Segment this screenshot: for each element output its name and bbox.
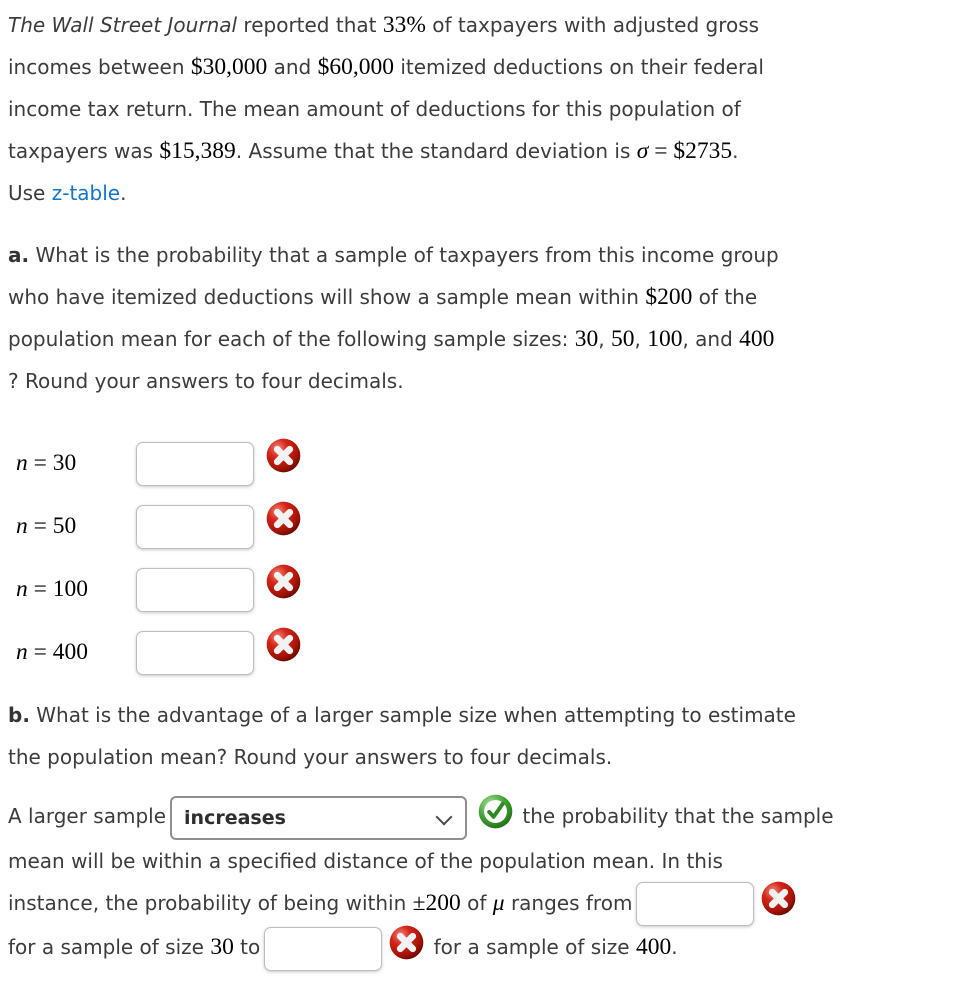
text-run: incomes between — [8, 55, 191, 79]
text-line — [16, 638, 136, 665]
prob-range-upper-input[interactable] — [264, 927, 382, 971]
text-run: instance, the probability of being within — [8, 890, 413, 915]
text-line — [8, 46, 952, 88]
incorrect-icon — [266, 438, 301, 473]
text-line — [8, 882, 952, 927]
text-run: and — [267, 55, 318, 79]
text-run: $15,389 — [159, 138, 236, 164]
text-run: the population mean? Round your answers to four decimals. — [8, 745, 613, 769]
incorrect-icon — [266, 627, 301, 662]
text-line — [16, 449, 136, 476]
text-run: of taxpayers with adjusted gross — [425, 13, 760, 37]
text-run: to — [233, 935, 261, 959]
text-run: Use — [8, 181, 52, 205]
problem-statement — [8, 4, 952, 214]
text-run: . — [732, 139, 739, 163]
prob-input-n30[interactable] — [136, 442, 254, 486]
text-run: the probability that the sample — [516, 804, 834, 828]
text-run: 30 — [574, 326, 599, 352]
text-run: for a sample of size — [8, 935, 211, 959]
text-run: = 30 — [27, 449, 77, 476]
text-run: itemized deductions on their federal — [393, 55, 764, 79]
text-run: = 400 — [27, 638, 89, 665]
text-run: , — [598, 327, 611, 351]
text-run: 33% — [382, 12, 426, 38]
text-line — [8, 234, 952, 276]
text-run: , and — [682, 327, 740, 351]
text-run: 400 — [739, 326, 775, 352]
row-label-n100 — [16, 575, 136, 602]
text-run: $30,000 — [190, 54, 268, 80]
z-table-link[interactable]: z-table — [51, 181, 121, 205]
text-line — [8, 88, 952, 130]
text-run: b. — [8, 703, 30, 727]
text-run: The Wall Street Journal — [8, 13, 238, 37]
text-run: = 50 — [27, 512, 77, 539]
text-run: , — [634, 327, 648, 351]
part-b-answer — [8, 795, 952, 971]
prob-input-n400[interactable] — [136, 631, 254, 675]
prob-input-n50[interactable] — [136, 505, 254, 549]
text-run: of — [460, 890, 493, 915]
text-run: ranges from — [504, 890, 633, 915]
text-run: = 100 — [27, 575, 89, 602]
text-run: ±200 — [412, 889, 461, 916]
answer-row-n100 — [8, 558, 952, 621]
text-run: n — [16, 638, 28, 665]
text-run: $60,000 — [317, 54, 394, 80]
text-line — [16, 512, 136, 539]
text-run: n — [16, 512, 28, 539]
text-run: income tax return. The mean amount of deductions for this population of — [8, 97, 741, 121]
text-run: μ — [492, 889, 505, 916]
text-line — [8, 694, 952, 736]
text-run: $200 — [645, 284, 693, 310]
incorrect-icon — [761, 881, 796, 916]
text-run: 400 — [635, 934, 672, 960]
text-run: . — [120, 181, 127, 205]
text-run: A larger sample — [8, 804, 167, 828]
text-run: What is the advantage of a larger sample size when attempting to estimate — [29, 703, 796, 727]
text-line — [8, 360, 952, 402]
larger-sample-effect-select[interactable] — [170, 796, 467, 840]
text-run: for a sample of size — [427, 935, 636, 959]
text-run: n — [16, 449, 28, 476]
text-line — [8, 130, 952, 172]
row-label-n400 — [16, 638, 136, 665]
text-line — [8, 276, 952, 318]
text-line — [8, 172, 952, 214]
correct-icon — [478, 794, 513, 829]
text-run: of the — [692, 285, 758, 309]
text-run: mean will be within a specified distance of the population mean. In this — [8, 848, 723, 873]
text-line — [8, 4, 952, 46]
text-line — [8, 795, 952, 840]
answer-row-n30 — [8, 432, 952, 495]
text-run: 100 — [647, 326, 683, 352]
text-run: n — [16, 575, 28, 602]
text-line — [16, 575, 136, 602]
answer-row-n50 — [8, 495, 952, 558]
text-line — [8, 318, 952, 360]
text-line — [8, 736, 952, 778]
text-run: population mean for each of the following sample sizes: — [8, 327, 575, 351]
text-run: . Assume that the standard deviation is — [235, 139, 637, 163]
text-run: . — [671, 935, 678, 959]
text-line — [8, 926, 952, 971]
incorrect-icon — [266, 564, 301, 599]
text-run: σ — [636, 138, 649, 164]
text-run: $2735 — [673, 138, 733, 164]
part-a-answer-rows — [8, 432, 952, 684]
text-run: taxpayers was — [8, 139, 160, 163]
larger-sample-effect-select-wrap — [170, 796, 467, 840]
text-run: who have itemized deductions will show a sample mean within — [8, 285, 646, 309]
text-run: What is the probability that a sample of taxpayers from this income group — [29, 243, 779, 267]
incorrect-icon — [389, 925, 424, 960]
text-run: reported that — [237, 13, 383, 37]
text-run: 30 — [210, 934, 234, 960]
text-line — [8, 840, 952, 882]
prob-input-n100[interactable] — [136, 568, 254, 612]
answer-row-n400 — [8, 621, 952, 684]
text-run: a. — [8, 243, 30, 267]
text-run: ? Round your answers to four decimals. — [8, 369, 404, 393]
prob-range-lower-input[interactable] — [636, 882, 754, 926]
row-label-n50 — [16, 512, 136, 539]
part-a-question — [8, 234, 952, 402]
row-label-n30 — [16, 449, 136, 476]
text-run: = — [648, 138, 674, 164]
text-run: 50 — [610, 326, 635, 352]
incorrect-icon — [266, 501, 301, 536]
part-b-question — [8, 694, 952, 778]
